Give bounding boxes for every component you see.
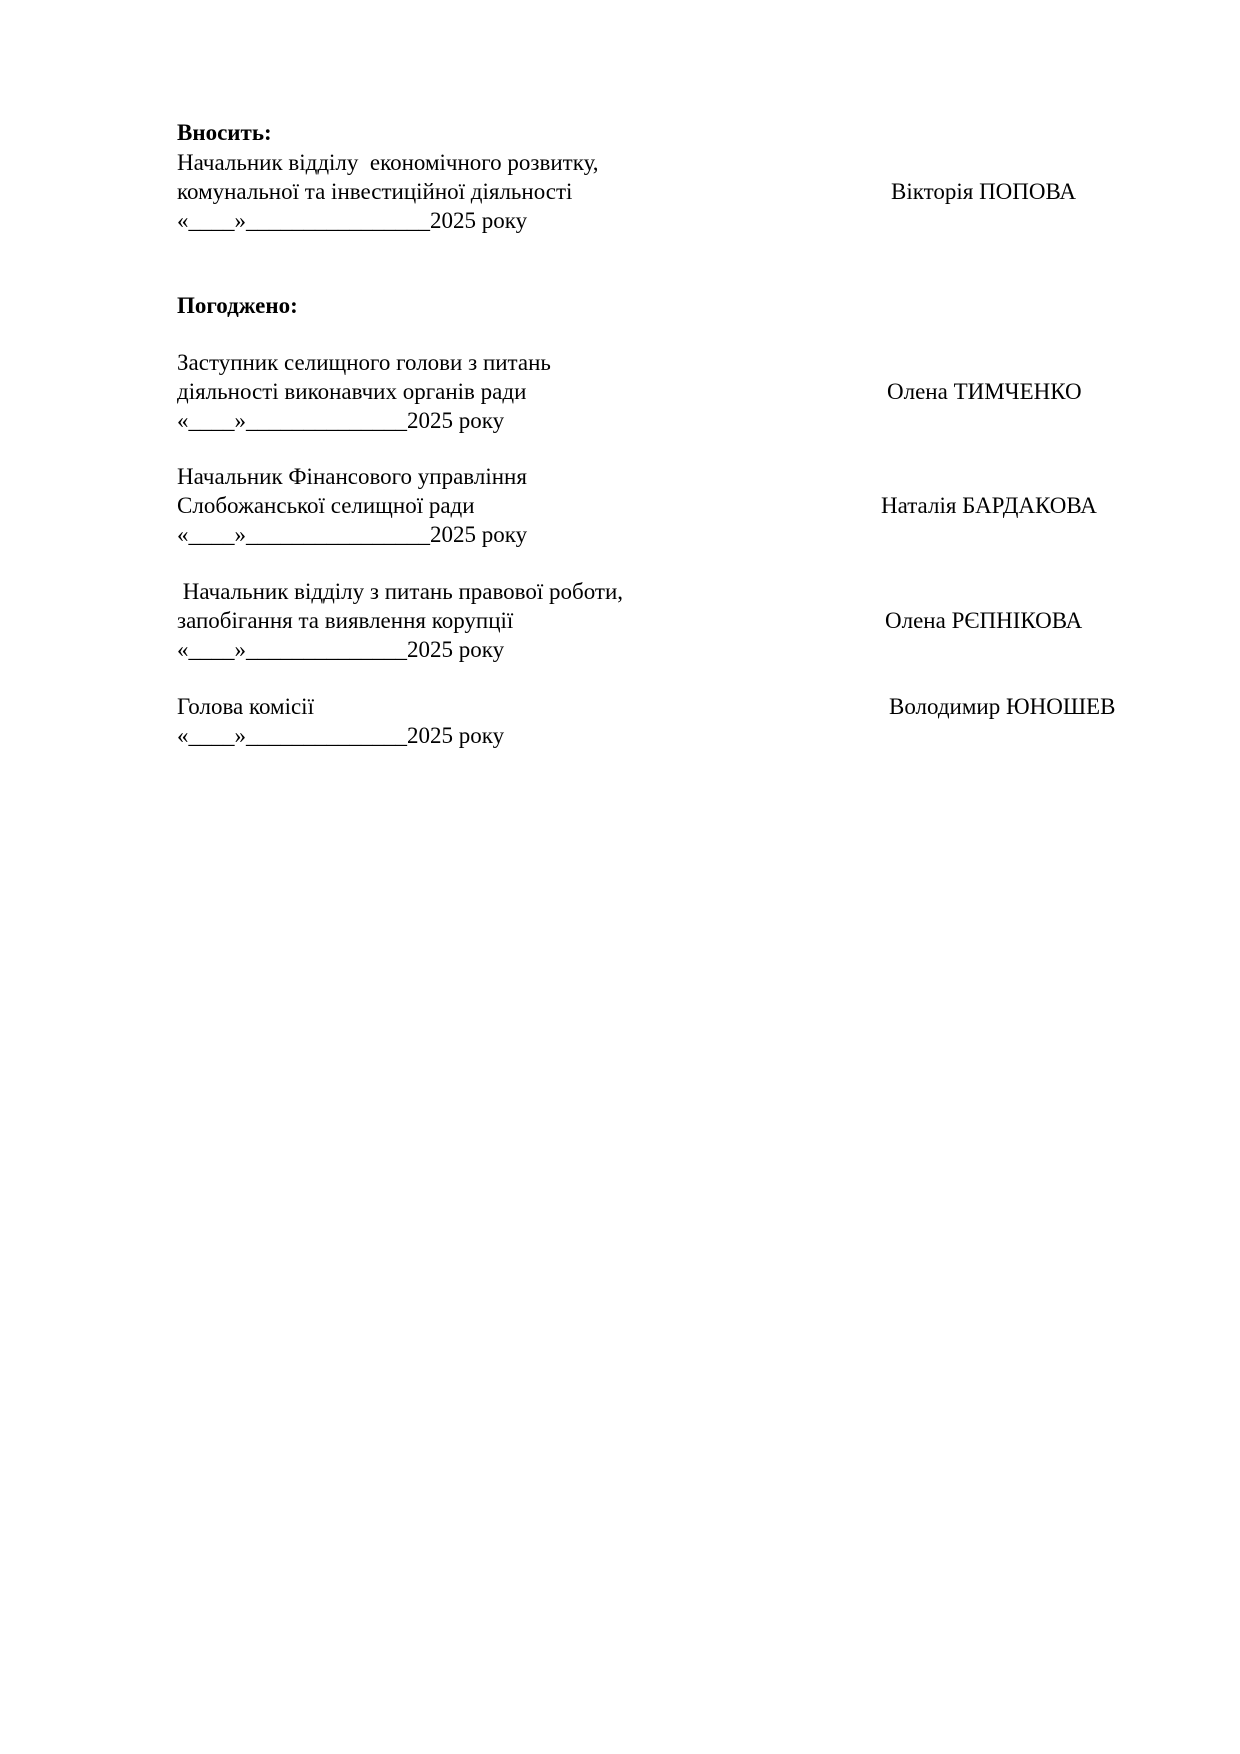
signatory-3-position-line1: Начальник відділу з питань правової роботи, — [177, 579, 624, 604]
submitted-name: Вікторія ПОПОВА — [891, 179, 1077, 204]
signatory-2-name: Наталія БАРДАКОВА — [881, 493, 1097, 518]
submitted-position-line1: Начальник відділу економічного розвитку, — [177, 150, 599, 175]
submitted-date-line: «____»________________2025 року — [177, 208, 528, 233]
signatory-1-position-line2: діяльності виконавчих органів ради — [177, 379, 527, 404]
submitted-heading: Вносить: — [177, 120, 272, 145]
signatory-1-date-line: «____»______________2025 року — [177, 408, 505, 433]
signatory-2-date-line: «____»________________2025 року — [177, 522, 528, 547]
signatory-3-date-line: «____»______________2025 року — [177, 637, 505, 662]
signatory-4-position-line1: Голова комісії — [177, 694, 314, 719]
signatory-3-position-line2: запобігання та виявлення корупції — [177, 608, 514, 633]
signatory-4-date-line: «____»______________2025 року — [177, 723, 505, 748]
signatory-1-position-line1: Заступник селищного голови з питань — [177, 350, 551, 375]
signatory-2-position-line2: Слобожанської селищної ради — [177, 493, 475, 518]
signatory-1-name: Олена ТИМЧЕНКО — [887, 379, 1082, 404]
signatory-3-name: Олена РЄПНІКОВА — [885, 608, 1083, 633]
submitted-position-line2: комунальної та інвестиційної діяльності — [177, 179, 573, 204]
signatory-2-position-line1: Начальник Фінансового управління — [177, 464, 527, 489]
approved-heading: Погоджено: — [177, 293, 298, 318]
signatory-4-name: Володимир ЮНОШЕВ — [889, 694, 1116, 719]
